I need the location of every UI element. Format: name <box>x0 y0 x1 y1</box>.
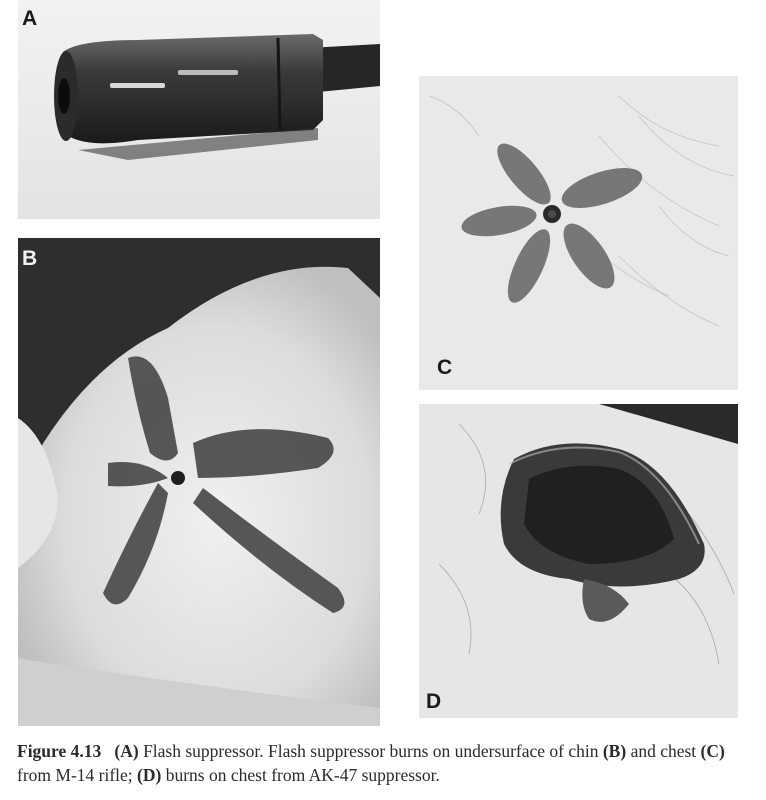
caption-ref-a: (A) <box>114 741 139 761</box>
caption-text-2: and chest <box>626 741 701 761</box>
photo-chest-burn-m14 <box>419 76 738 390</box>
caption-text-4: burns on chest from AK-47 suppressor. <box>161 765 440 785</box>
caption-text-3: from M-14 rifle; <box>17 765 138 785</box>
figure-number: Figure 4.13 <box>17 741 102 761</box>
caption-ref-c: (C) <box>700 741 725 761</box>
panel-label-c: C <box>437 356 453 379</box>
caption-ref-d: (D) <box>137 765 162 785</box>
panel-label-d: D <box>426 690 442 713</box>
panel-label-a: A <box>22 7 38 30</box>
caption-ref-b: (B) <box>602 741 627 761</box>
photo-chin-burn <box>18 238 380 726</box>
figure-caption <box>17 739 757 787</box>
photo-chest-burn-ak47 <box>419 404 738 718</box>
caption-text-1: Flash suppressor. Flash suppressor burns on undersurface of chin <box>138 741 603 761</box>
panel-label-b: B <box>22 247 38 270</box>
photo-flash-suppressor <box>18 0 380 219</box>
